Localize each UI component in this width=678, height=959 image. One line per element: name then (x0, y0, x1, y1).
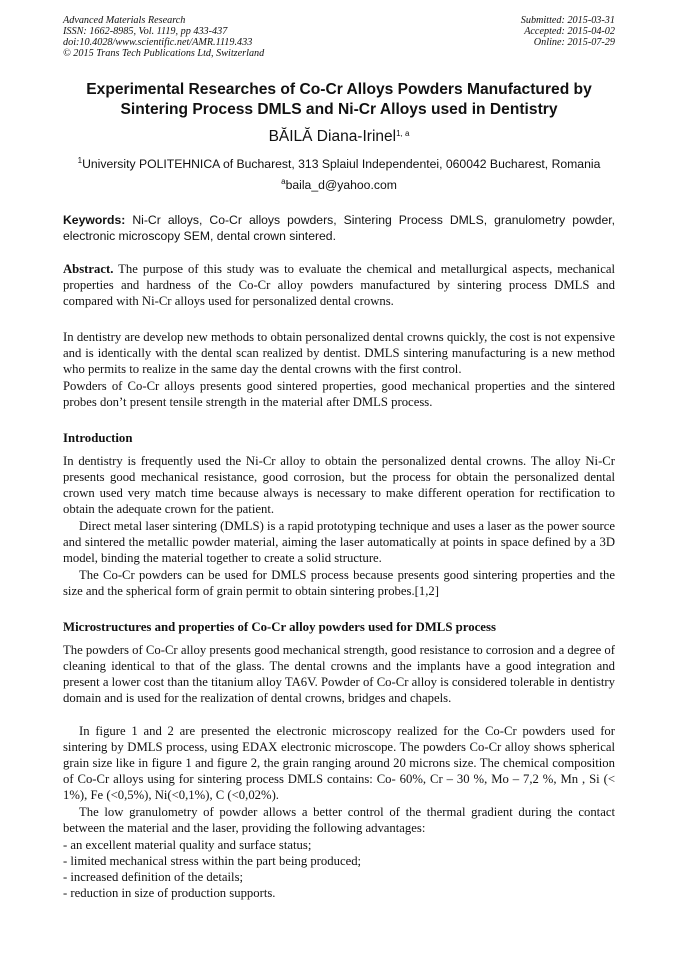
email-line (63, 178, 615, 192)
introduction-paragraph-1: In dentistry is frequently used the Ni-Cr alloy to obtain the personalized dental crowns. The alloy Ni-Cr presents good mechanical resistance, good corrosion, but the process for obtain the personalized dental crown used very match time because always is necessary to make different operation for rectification to obtain the adequate crown for the patient. (63, 454, 615, 516)
dates-header (521, 15, 615, 48)
microstructures-heading: Microstructures and properties of Co-Cr alloy powders used for DMLS process (63, 620, 496, 634)
intro-paragraph-1: In dentistry are develop new methods to obtain personalized dental crowns quickly, the cost is not expensive and is identically with the dental scan realized by dentist. DMLS sintering manufacturing is a new method who permits to realize in the same day the dental crowns with the first control. (63, 330, 615, 376)
abstract-label: Abstract. (63, 262, 114, 276)
submitted-date: Submitted: 2015-03-31 (520, 15, 615, 26)
abstract-text: The purpose of this study was to evaluate the chemical and metallurgical aspects, mechanical properties and hardness of the Co-Cr alloy powders manufactured by sintering process DMLS and compared with Ni-Cr alloys used for personalized dental crowns. (63, 262, 615, 308)
list-item: - an excellent material quality and surface status; (63, 838, 312, 852)
list-item: - increased definition of the details; (63, 870, 244, 884)
introduction-heading: Introduction (63, 431, 133, 445)
affiliation-text: University POLITEHNICA of Bucharest, 313 Splaiul Independentei, 060042 Bucharest, Romania (82, 157, 601, 171)
keywords-label: Keywords: (63, 213, 126, 227)
introduction-paragraph-2: Direct metal laser sintering (DMLS) is a rapid prototyping technique and uses a laser as the power source and sintered the metallic powder material, aiming the laser automatically at points in space defined by a 3D model, binding the material together to create a solid structure. (63, 519, 615, 565)
intro-paragraph-2: Powders of Co-Cr alloys presents good sintered properties, good mechanical properties and the sintered probes don’t present tensile strength in the material after DMLS process. (63, 379, 615, 409)
list-item: - limited mechanical stress within the part being produced; (63, 854, 362, 868)
affiliation-sup: 1 (77, 156, 83, 165)
journal-header (63, 15, 264, 59)
author-line (63, 128, 615, 146)
microstructures-paragraph-1: The powders of Co-Cr alloy presents good mechanical strength, good resistance to corrosion and a degree of cleaning identical to that of the glass. The dental crowns and the implants have a good integration and present a lower cost than the titanium alloy TA6V. Powder of Co-Cr alloy is considered tolerable in dentistry domain and is used for the realization of dental crowns, bridges and chapels. (63, 643, 615, 705)
email-sup: a (281, 177, 286, 186)
journal-name: Advanced Materials Research (63, 15, 186, 26)
abstract (63, 261, 615, 309)
email-address: baila_d@yahoo.com (285, 178, 397, 192)
keywords-text: Ni-Cr alloys, Co-Cr alloys powders, Sintering Process DMLS, granulometry powder, electronic microscopy SEM, dental crown sintered. (63, 213, 615, 243)
microstructures-paragraph-2: In figure 1 and 2 are presented the electronic microscopy realized for the Co-Cr powders used for sintering by DMLS process, using EDAX electronic microscope. The powders Co-Cr alloy shows spherical grain size like in figure 1 and figure 2, the grain ranging around 20 microns size. The chemical composition of Co-Cr alloys using for sintering process DMLS contains: Co- 60%, Cr – 30 %, Mo – 7,2 %, Mn , Si (< 1%), Fe (<0,5%), Ni(<0,1%), C (<0,02%). (63, 724, 615, 802)
advantages-list (63, 837, 615, 901)
introduction-paragraph-3: The Co-Cr powders can be used for DMLS process because presents good sintering properties and the size and the spherical form of grain permit to obtain sintering probes.[1,2] (63, 568, 615, 598)
author-name: BĂILĂ Diana-Irinel (268, 128, 397, 145)
accepted-date: Accepted: 2015-04-02 (524, 26, 615, 37)
journal-doi: doi:10.4028/www.scientific.net/AMR.1119.433 (63, 37, 253, 48)
author-sup: 1, a (396, 129, 410, 138)
online-date: Online: 2015-07-29 (533, 37, 615, 48)
paper-title: Experimental Researches of Co-Cr Alloys Powders Manufactured by Sintering Process DMLS and Ni-Cr Alloys used in Dentistry (86, 81, 592, 118)
microstructures-paragraph-3: The low granulometry of powder allows a better control of the thermal gradient during the contact between the material and the laser, providing the following advantages: (63, 805, 615, 835)
journal-issn: ISSN: 1662-8985, Vol. 1119, pp 433-437 (63, 26, 228, 37)
journal-copyright: © 2015 Trans Tech Publications Ltd, Switzerland (63, 48, 265, 59)
affiliation-line (63, 157, 615, 171)
keywords (63, 212, 615, 244)
list-item: - reduction in size of production supports. (63, 886, 276, 900)
